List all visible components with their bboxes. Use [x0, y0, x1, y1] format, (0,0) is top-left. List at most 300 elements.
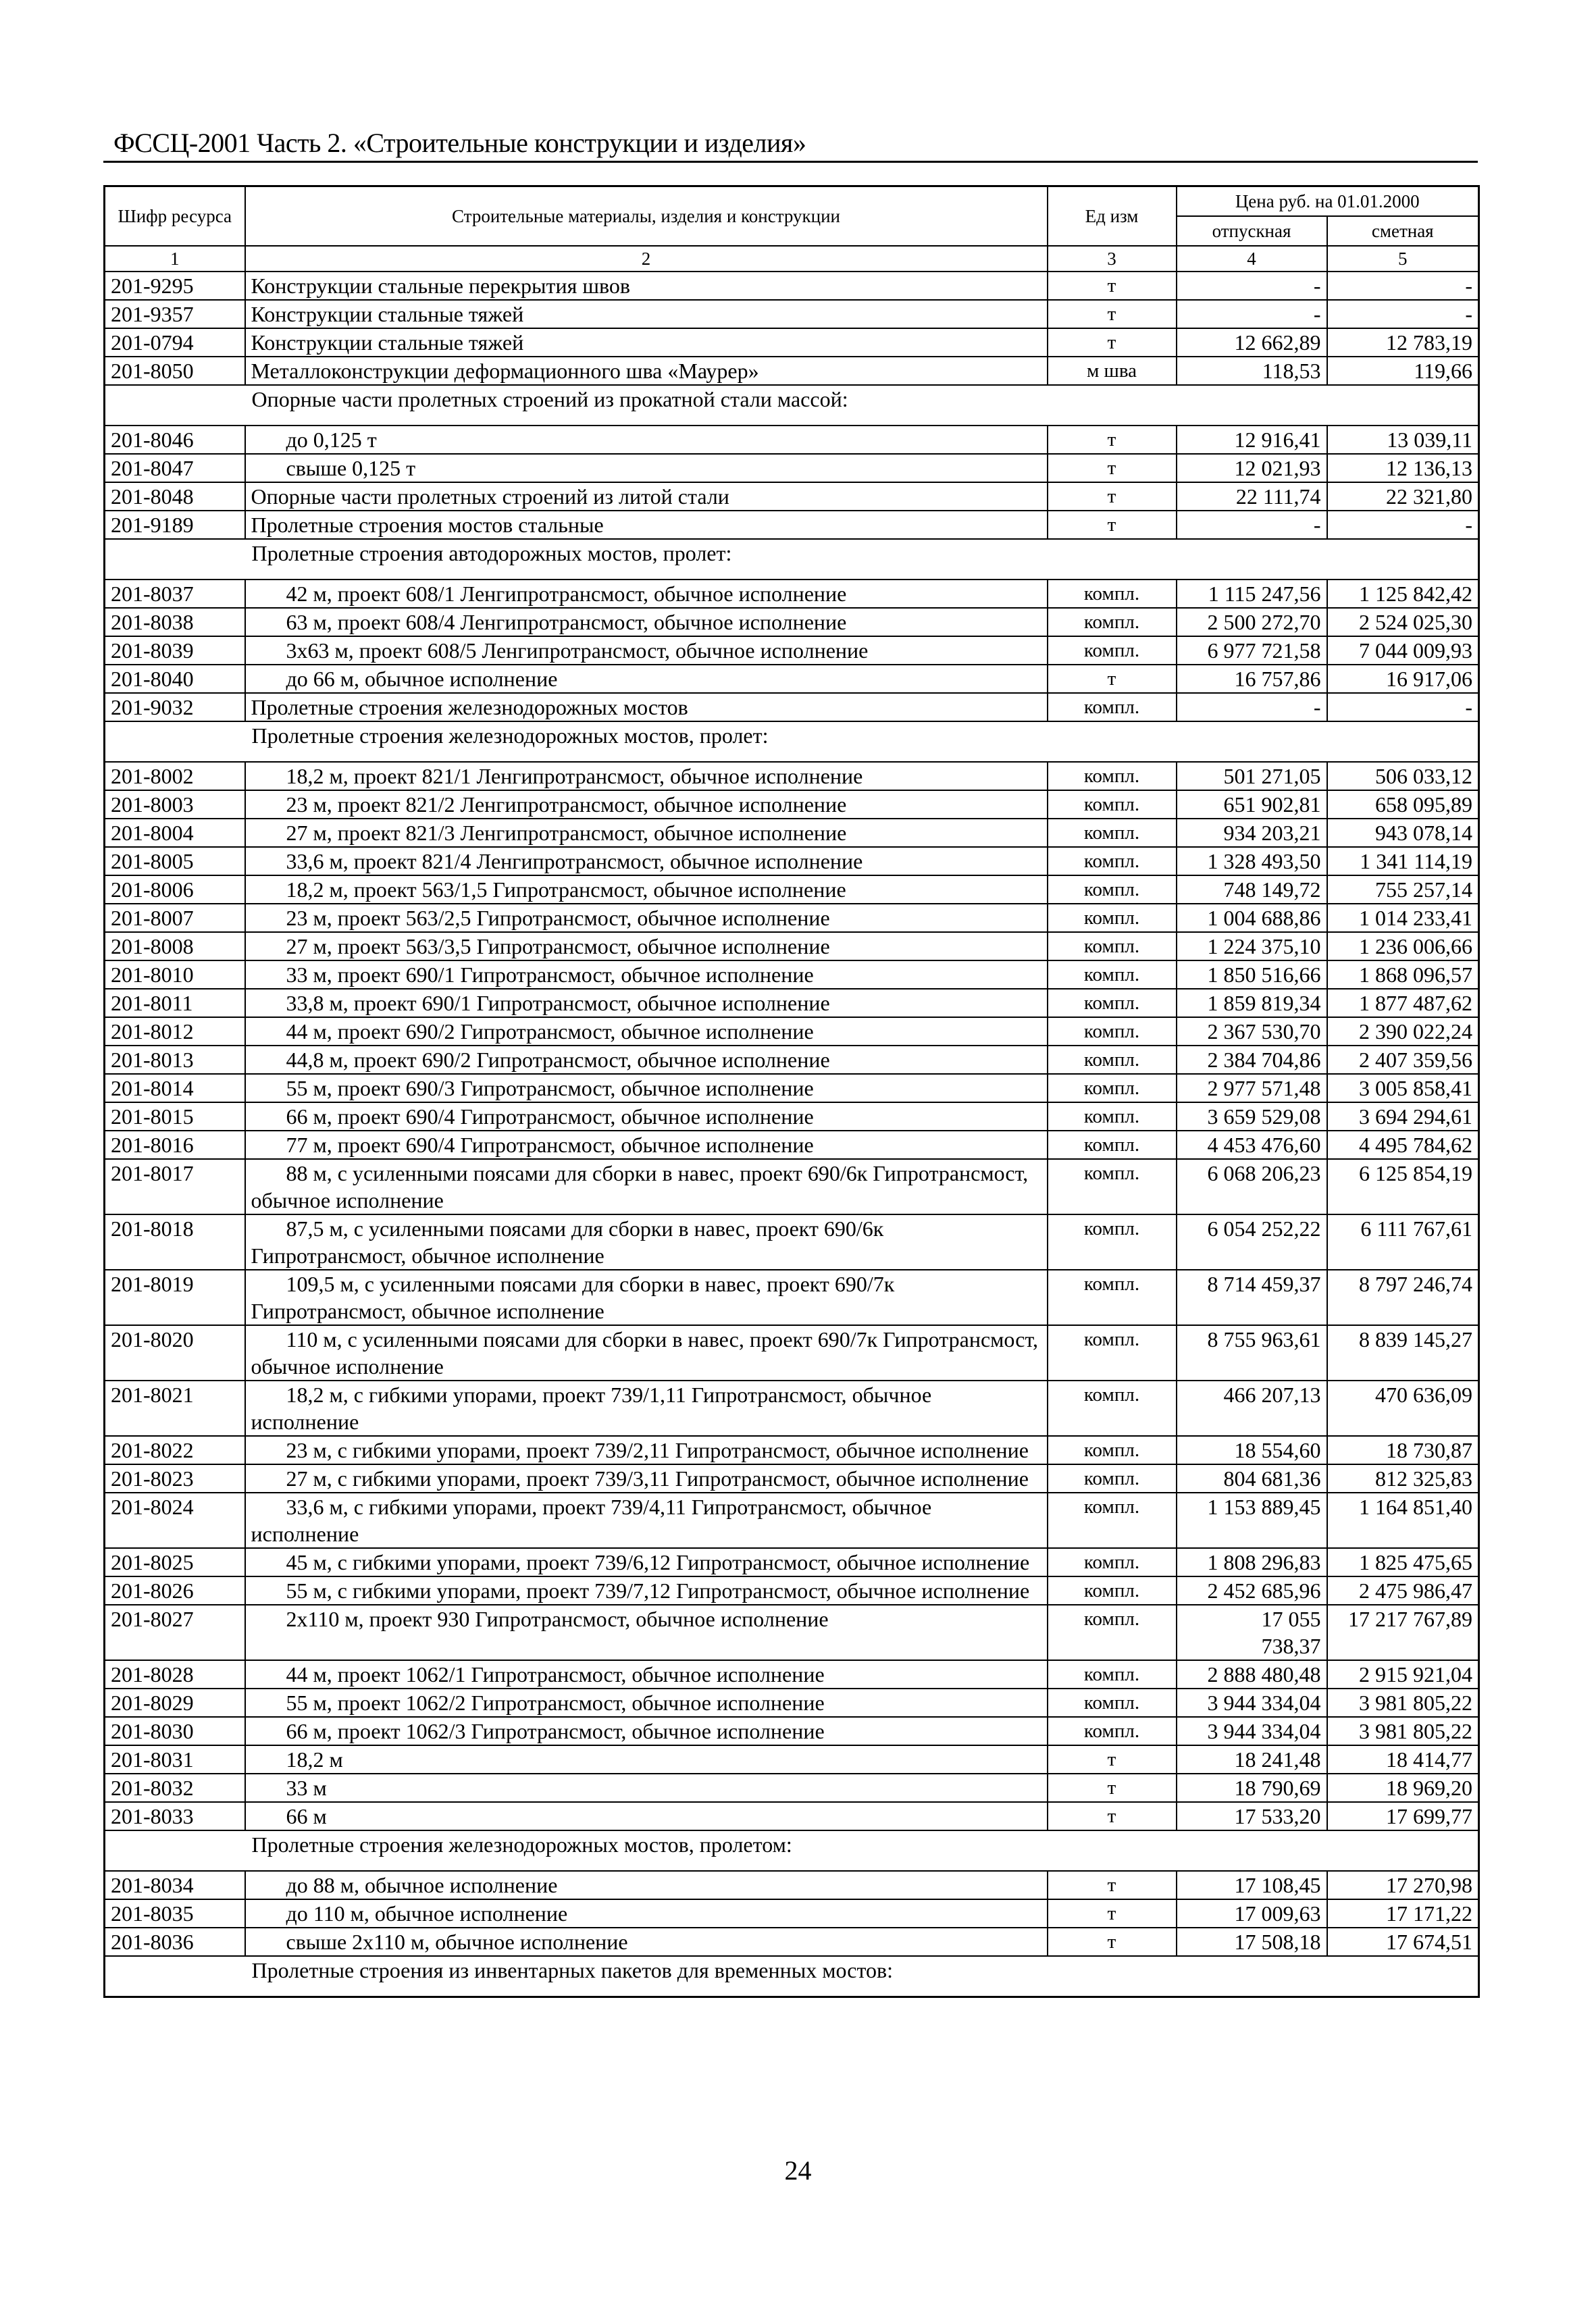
table-row — [105, 1548, 1479, 1576]
price-estimate: 1 868 096,57 — [1327, 960, 1479, 989]
price-release: 118,53 — [1177, 357, 1327, 385]
resource-code: 201-9357 — [105, 300, 245, 328]
item-description: 45 м, с гибкими упорами, проект 739/6,12 Гипротрансмост, обычное исполнение — [245, 1548, 1048, 1576]
unit-of-measure: компл. — [1048, 1576, 1177, 1605]
table-row — [105, 1436, 1479, 1464]
price-release: 22 111,74 — [1177, 482, 1327, 511]
price-release: 934 203,21 — [1177, 819, 1327, 847]
price-estimate: 17 171,22 — [1327, 1899, 1479, 1928]
table-row — [105, 1046, 1479, 1074]
resource-code: 201-8003 — [105, 790, 245, 819]
section-header-row — [105, 385, 1479, 426]
header-unit: Ед изм — [1048, 186, 1177, 246]
price-estimate: 1 877 487,62 — [1327, 989, 1479, 1017]
price-estimate: 2 915 921,04 — [1327, 1660, 1479, 1689]
table-row — [105, 1214, 1479, 1270]
price-estimate: 17 699,77 — [1327, 1802, 1479, 1830]
resource-code: 201-8047 — [105, 454, 245, 482]
resource-code: 201-8039 — [105, 636, 245, 665]
unit-of-measure: компл. — [1048, 819, 1177, 847]
price-release: 17 009,63 — [1177, 1899, 1327, 1928]
table-row — [105, 1325, 1479, 1381]
resource-code: 201-8018 — [105, 1214, 245, 1270]
unit-of-measure: компл. — [1048, 1046, 1177, 1074]
price-estimate: 12 783,19 — [1327, 328, 1479, 357]
price-estimate: 3 981 805,22 — [1327, 1689, 1479, 1717]
table-row — [105, 875, 1479, 904]
price-release: 4 453 476,60 — [1177, 1131, 1327, 1159]
unit-of-measure: компл. — [1048, 762, 1177, 790]
unit-of-measure: т — [1048, 272, 1177, 300]
table-row — [105, 1270, 1479, 1325]
price-estimate: 18 969,20 — [1327, 1774, 1479, 1802]
item-description: 44,8 м, проект 690/2 Гипротрансмост, обычное исполнение — [245, 1046, 1048, 1074]
unit-of-measure: компл. — [1048, 1131, 1177, 1159]
section-title: Пролетные строения из инвентарных пакетов для временных мостов: — [245, 1956, 1479, 1997]
item-description: 27 м, проект 821/3 Ленгипротрансмост, обычное исполнение — [245, 819, 1048, 847]
item-description: 55 м, с гибкими упорами, проект 739/7,12 Гипротрансмост, обычное исполнение — [245, 1576, 1048, 1605]
unit-of-measure: т — [1048, 511, 1177, 539]
table-row — [105, 1928, 1479, 1956]
page-number: 24 — [784, 2155, 812, 2186]
price-estimate: 4 495 784,62 — [1327, 1131, 1479, 1159]
unit-of-measure: т — [1048, 1871, 1177, 1899]
price-release — [1177, 1605, 1327, 1660]
unit-of-measure: т — [1048, 482, 1177, 511]
document-title: ФССЦ-2001 Часть 2. «Строительные конструкции и изделия» — [113, 128, 806, 158]
item-description: 3х63 м, проект 608/5 Ленгипротрансмост, обычное исполнение — [245, 636, 1048, 665]
price-estimate: 1 014 233,41 — [1327, 904, 1479, 932]
resource-code: 201-9032 — [105, 693, 245, 721]
table-row — [105, 608, 1479, 636]
item-description: свыше 2х110 м, обычное исполнение — [245, 1928, 1048, 1956]
unit-of-measure: т — [1048, 426, 1177, 454]
resource-code: 201-8046 — [105, 426, 245, 454]
price-estimate: 18 414,77 — [1327, 1745, 1479, 1774]
price-estimate: 17 270,98 — [1327, 1871, 1479, 1899]
table-row — [105, 1605, 1479, 1660]
price-estimate: 1 236 006,66 — [1327, 932, 1479, 960]
price-release: 3 944 334,04 — [1177, 1717, 1327, 1745]
table-row — [105, 636, 1479, 665]
price-release: 2 888 480,48 — [1177, 1660, 1327, 1689]
table-row — [105, 989, 1479, 1017]
table-row — [105, 511, 1479, 539]
table-row — [105, 300, 1479, 328]
price-release: 17 508,18 — [1177, 1928, 1327, 1956]
item-description: 18,2 м, проект 821/1 Ленгипротрансмост, обычное исполнение — [245, 762, 1048, 790]
price-estimate: 3 981 805,22 — [1327, 1717, 1479, 1745]
price-estimate: 658 095,89 — [1327, 790, 1479, 819]
item-description: 33,8 м, проект 690/1 Гипротрансмост, обычное исполнение — [245, 989, 1048, 1017]
item-description: 18,2 м, проект 563/1,5 Гипротрансмост, обычное исполнение — [245, 875, 1048, 904]
price-release: 17 533,20 — [1177, 1802, 1327, 1830]
resource-code: 201-8038 — [105, 608, 245, 636]
table-row — [105, 580, 1479, 608]
price-table — [103, 185, 1480, 1998]
price-estimate: - — [1327, 693, 1479, 721]
resource-code: 201-8019 — [105, 1270, 245, 1325]
empty-cell — [105, 1830, 245, 1871]
price-estimate: 8 797 246,74 — [1327, 1270, 1479, 1325]
resource-code: 201-8012 — [105, 1017, 245, 1046]
price-release: 18 241,48 — [1177, 1745, 1327, 1774]
resource-code: 201-0794 — [105, 328, 245, 357]
section-title: Пролетные строения автодорожных мостов, пролет: — [245, 539, 1479, 580]
table-row — [105, 1381, 1479, 1436]
price-estimate: 2 390 022,24 — [1327, 1017, 1479, 1046]
resource-code: 201-8033 — [105, 1802, 245, 1830]
unit-of-measure: компл. — [1048, 1689, 1177, 1717]
table-row — [105, 1464, 1479, 1493]
item-description: 66 м, проект 690/4 Гипротрансмост, обычное исполнение — [245, 1102, 1048, 1131]
table-row — [105, 426, 1479, 454]
table-row — [105, 1576, 1479, 1605]
resource-code: 201-8025 — [105, 1548, 245, 1576]
header-price-estimate: сметная — [1327, 216, 1479, 246]
table-row — [105, 790, 1479, 819]
section-title: Пролетные строения железнодорожных мостов, пролетом: — [245, 1830, 1479, 1871]
price-estimate: - — [1327, 511, 1479, 539]
section-header-row — [105, 721, 1479, 762]
table-row — [105, 1774, 1479, 1802]
item-description: 66 м — [245, 1802, 1048, 1830]
table-row — [105, 482, 1479, 511]
price-release: 2 367 530,70 — [1177, 1017, 1327, 1046]
table-row — [105, 1717, 1479, 1745]
unit-of-measure: т — [1048, 1802, 1177, 1830]
price-estimate: 3 694 294,61 — [1327, 1102, 1479, 1131]
price-estimate: 17 674,51 — [1327, 1928, 1479, 1956]
price-estimate: 1 341 114,19 — [1327, 847, 1479, 875]
item-description: 23 м, с гибкими упорами, проект 739/2,11 Гипротрансмост, обычное исполнение — [245, 1436, 1048, 1464]
item-description: 18,2 м, с гибкими упорами, проект 739/1,11 Гипротрансмост, обычное исполнение — [245, 1381, 1048, 1436]
column-number: 4 — [1177, 246, 1327, 272]
price-release: - — [1177, 272, 1327, 300]
item-description: 44 м, проект 690/2 Гипротрансмост, обычное исполнение — [245, 1017, 1048, 1046]
item-description: 44 м, проект 1062/1 Гипротрансмост, обычное исполнение — [245, 1660, 1048, 1689]
resource-code: 201-8007 — [105, 904, 245, 932]
price-release: 804 681,36 — [1177, 1464, 1327, 1493]
table-row — [105, 1131, 1479, 1159]
resource-code: 201-8024 — [105, 1493, 245, 1548]
resource-code: 201-8031 — [105, 1745, 245, 1774]
item-description: Конструкции стальные тяжей — [245, 300, 1048, 328]
item-description: 66 м, проект 1062/3 Гипротрансмост, обычное исполнение — [245, 1717, 1048, 1745]
unit-of-measure: т — [1048, 1928, 1177, 1956]
column-number: 2 — [245, 246, 1048, 272]
item-description: до 88 м, обычное исполнение — [245, 1871, 1048, 1899]
header-code: Шифр ресурса — [105, 186, 245, 246]
unit-of-measure: компл. — [1048, 960, 1177, 989]
resource-code: 201-8032 — [105, 1774, 245, 1802]
unit-of-measure: компл. — [1048, 1464, 1177, 1493]
resource-code: 201-8048 — [105, 482, 245, 511]
price-release: 6 977 721,58 — [1177, 636, 1327, 665]
price-release: - — [1177, 300, 1327, 328]
table-row — [105, 1017, 1479, 1046]
item-description: 42 м, проект 608/1 Ленгипротрансмост, обычное исполнение — [245, 580, 1048, 608]
unit-of-measure: компл. — [1048, 608, 1177, 636]
resource-code: 201-8020 — [105, 1325, 245, 1381]
resource-code: 201-8022 — [105, 1436, 245, 1464]
section-header-row — [105, 1830, 1479, 1871]
column-number: 5 — [1327, 246, 1479, 272]
price-estimate: 22 321,80 — [1327, 482, 1479, 511]
item-description: 33,6 м, с гибкими упорами, проект 739/4,11 Гипротрансмост, обычное исполнение — [245, 1493, 1048, 1548]
price-release: 1 808 296,83 — [1177, 1548, 1327, 1576]
table-row — [105, 847, 1479, 875]
empty-cell — [105, 385, 245, 426]
item-description: 33 м — [245, 1774, 1048, 1802]
table-row — [105, 328, 1479, 357]
price-release: 748 149,72 — [1177, 875, 1327, 904]
item-description: 55 м, проект 1062/2 Гипротрансмост, обычное исполнение — [245, 1689, 1048, 1717]
resource-code: 201-8013 — [105, 1046, 245, 1074]
price-estimate: 6 125 854,19 — [1327, 1159, 1479, 1214]
empty-cell — [105, 1956, 245, 1997]
price-release: 2 500 272,70 — [1177, 608, 1327, 636]
price-release: 3 659 529,08 — [1177, 1102, 1327, 1131]
unit-of-measure: т — [1048, 1745, 1177, 1774]
unit-of-measure: т — [1048, 1774, 1177, 1802]
price-estimate: 470 636,09 — [1327, 1381, 1479, 1436]
header-name: Строительные материалы, изделия и конструкции — [245, 186, 1048, 246]
table-row — [105, 1871, 1479, 1899]
resource-code: 201-8037 — [105, 580, 245, 608]
item-description: 110 м, с усиленными поясами для сборки в навес, проект 690/7к Гипротрансмост, обычное исполнение — [245, 1325, 1048, 1381]
item-description: 77 м, проект 690/4 Гипротрансмост, обычное исполнение — [245, 1131, 1048, 1159]
unit-of-measure: компл. — [1048, 1381, 1177, 1436]
unit-of-measure: компл. — [1048, 875, 1177, 904]
price-estimate: 7 044 009,93 — [1327, 636, 1479, 665]
unit-of-measure: компл. — [1048, 1436, 1177, 1464]
item-description: 109,5 м, с усиленными поясами для сборки в навес, проект 690/7к Гипротрансмост, обычное исполнение — [245, 1270, 1048, 1325]
resource-code: 201-8023 — [105, 1464, 245, 1493]
item-description: 2х110 м, проект 930 Гипротрансмост, обычное исполнение — [245, 1605, 1048, 1660]
price-release: 1 224 375,10 — [1177, 932, 1327, 960]
price-release: 6 068 206,23 — [1177, 1159, 1327, 1214]
price-release: 12 916,41 — [1177, 426, 1327, 454]
price-release: 8 755 963,61 — [1177, 1325, 1327, 1381]
table-row — [105, 665, 1479, 693]
unit-of-measure: компл. — [1048, 1102, 1177, 1131]
unit-of-measure: компл. — [1048, 693, 1177, 721]
unit-of-measure: компл. — [1048, 1605, 1177, 1660]
price-release: 17 108,45 — [1177, 1871, 1327, 1899]
resource-code: 201-9189 — [105, 511, 245, 539]
section-title: Опорные части пролетных строений из прокатной стали массой: — [245, 385, 1479, 426]
resource-code: 201-8030 — [105, 1717, 245, 1745]
resource-code: 201-8036 — [105, 1928, 245, 1956]
price-estimate: 119,66 — [1327, 357, 1479, 385]
unit-of-measure: компл. — [1048, 1214, 1177, 1270]
resource-code: 201-8004 — [105, 819, 245, 847]
resource-code: 201-8005 — [105, 847, 245, 875]
price-release: 1 004 688,86 — [1177, 904, 1327, 932]
resource-code: 201-8034 — [105, 1871, 245, 1899]
unit-of-measure: компл. — [1048, 790, 1177, 819]
price-estimate: 943 078,14 — [1327, 819, 1479, 847]
table-body — [105, 272, 1479, 1997]
price-release: 2 977 571,48 — [1177, 1074, 1327, 1102]
price-release: 651 902,81 — [1177, 790, 1327, 819]
resource-code: 201-8015 — [105, 1102, 245, 1131]
price-estimate: 13 039,11 — [1327, 426, 1479, 454]
price-estimate: 1 825 475,65 — [1327, 1548, 1479, 1576]
item-description: 88 м, с усиленными поясами для сборки в навес, проект 690/6к Гипротрансмост, обычное исполнение — [245, 1159, 1048, 1214]
resource-code: 201-8028 — [105, 1660, 245, 1689]
resource-code: 201-9295 — [105, 272, 245, 300]
unit-of-measure: т — [1048, 300, 1177, 328]
item-description: 33,6 м, проект 821/4 Ленгипротрансмост, обычное исполнение — [245, 847, 1048, 875]
price-release: 3 944 334,04 — [1177, 1689, 1327, 1717]
item-description: 27 м, с гибкими упорами, проект 739/3,11 Гипротрансмост, обычное исполнение — [245, 1464, 1048, 1493]
resource-code: 201-8014 — [105, 1074, 245, 1102]
item-description: Конструкции стальные тяжей — [245, 328, 1048, 357]
price-estimate: - — [1327, 300, 1479, 328]
section-title: Пролетные строения железнодорожных мостов, пролет: — [245, 721, 1479, 762]
item-description: свыше 0,125 т — [245, 454, 1048, 482]
price-release: 501 271,05 — [1177, 762, 1327, 790]
item-description: до 0,125 т — [245, 426, 1048, 454]
resource-code: 201-8021 — [105, 1381, 245, 1436]
price-estimate: - — [1327, 272, 1479, 300]
unit-of-measure: компл. — [1048, 1717, 1177, 1745]
table-row — [105, 1689, 1479, 1717]
price-estimate: 506 033,12 — [1327, 762, 1479, 790]
empty-cell — [105, 539, 245, 580]
table-row — [105, 819, 1479, 847]
price-estimate: 12 136,13 — [1327, 454, 1479, 482]
table-row — [105, 960, 1479, 989]
table-row — [105, 1159, 1479, 1214]
item-description: 63 м, проект 608/4 Ленгипротрансмост, обычное исполнение — [245, 608, 1048, 636]
item-description: 23 м, проект 821/2 Ленгипротрансмост, обычное исполнение — [245, 790, 1048, 819]
resource-code: 201-8008 — [105, 932, 245, 960]
price-estimate: 2 407 359,56 — [1327, 1046, 1479, 1074]
table-row — [105, 904, 1479, 932]
price-release: 18 554,60 — [1177, 1436, 1327, 1464]
item-description: Металлоконструкции деформационного шва «Маурер» — [245, 357, 1048, 385]
unit-of-measure: компл. — [1048, 1074, 1177, 1102]
table-row — [105, 932, 1479, 960]
unit-of-measure: т — [1048, 1899, 1177, 1928]
item-description: 33 м, проект 690/1 Гипротрансмост, обычное исполнение — [245, 960, 1048, 989]
column-number: 3 — [1048, 246, 1177, 272]
unit-of-measure: компл. — [1048, 1493, 1177, 1548]
resource-code: 201-8029 — [105, 1689, 245, 1717]
item-description: до 110 м, обычное исполнение — [245, 1899, 1048, 1928]
price-release: - — [1177, 511, 1327, 539]
unit-of-measure: компл. — [1048, 932, 1177, 960]
unit-of-measure: компл. — [1048, 1017, 1177, 1046]
resource-code: 201-8026 — [105, 1576, 245, 1605]
price-release: 12 021,93 — [1177, 454, 1327, 482]
item-description: Пролетные строения железнодорожных мостов — [245, 693, 1048, 721]
item-description: 18,2 м — [245, 1745, 1048, 1774]
unit-of-measure: компл. — [1048, 580, 1177, 608]
resource-code: 201-8006 — [105, 875, 245, 904]
item-description: Пролетные строения мостов стальные — [245, 511, 1048, 539]
price-release: 2 384 704,86 — [1177, 1046, 1327, 1074]
price-release: 6 054 252,22 — [1177, 1214, 1327, 1270]
item-description: до 66 м, обычное исполнение — [245, 665, 1048, 693]
unit-of-measure: т — [1048, 454, 1177, 482]
unit-of-measure: компл. — [1048, 904, 1177, 932]
price-release: 18 790,69 — [1177, 1774, 1327, 1802]
price-release: 8 714 459,37 — [1177, 1270, 1327, 1325]
table-row — [105, 1802, 1479, 1830]
price-release: 1 115 247,56 — [1177, 580, 1327, 608]
unit-of-measure: компл. — [1048, 1325, 1177, 1381]
unit-of-measure: т — [1048, 328, 1177, 357]
price-estimate: 1 125 842,42 — [1327, 580, 1479, 608]
empty-cell — [105, 721, 245, 762]
table-row — [105, 454, 1479, 482]
item-description: 27 м, проект 563/3,5 Гипротрансмост, обычное исполнение — [245, 932, 1048, 960]
price-release: 2 452 685,96 — [1177, 1576, 1327, 1605]
header-price-release: отпускная — [1177, 216, 1327, 246]
resource-code: 201-8035 — [105, 1899, 245, 1928]
unit-of-measure: м шва — [1048, 357, 1177, 385]
header-price-group: Цена руб. на 01.01.2000 — [1177, 186, 1479, 216]
table-row — [105, 1745, 1479, 1774]
unit-of-measure: компл. — [1048, 989, 1177, 1017]
section-header-row — [105, 539, 1479, 580]
price-release: 466 207,13 — [1177, 1381, 1327, 1436]
resource-code: 201-8040 — [105, 665, 245, 693]
resource-code: 201-8011 — [105, 989, 245, 1017]
item-description: 23 м, проект 563/2,5 Гипротрансмост, обычное исполнение — [245, 904, 1048, 932]
unit-of-measure: т — [1048, 665, 1177, 693]
table-row — [105, 1074, 1479, 1102]
resource-code: 201-8050 — [105, 357, 245, 385]
price-estimate: 18 730,87 — [1327, 1436, 1479, 1464]
item-description: Конструкции стальные перекрытия швов — [245, 272, 1048, 300]
item-description: Опорные части пролетных строений из литой стали — [245, 482, 1048, 511]
unit-of-measure: компл. — [1048, 1548, 1177, 1576]
unit-of-measure: компл. — [1048, 636, 1177, 665]
price-release: 1 859 819,34 — [1177, 989, 1327, 1017]
table-row — [105, 693, 1479, 721]
price-estimate: 16 917,06 — [1327, 665, 1479, 693]
section-header-row — [105, 1956, 1479, 1997]
table-row — [105, 1493, 1479, 1548]
table-row — [105, 357, 1479, 385]
price-estimate: 17 217 767,89 — [1327, 1605, 1479, 1660]
price-release: 12 662,89 — [1177, 328, 1327, 357]
resource-code: 201-8027 — [105, 1605, 245, 1660]
item-description: 55 м, проект 690/3 Гипротрансмост, обычное исполнение — [245, 1074, 1048, 1102]
price-estimate: 2 475 986,47 — [1327, 1576, 1479, 1605]
resource-code: 201-8016 — [105, 1131, 245, 1159]
price-estimate: 1 164 851,40 — [1327, 1493, 1479, 1548]
resource-code: 201-8010 — [105, 960, 245, 989]
price-release: 1 153 889,45 — [1177, 1493, 1327, 1548]
price-estimate: 3 005 858,41 — [1327, 1074, 1479, 1102]
price-release: 1 328 493,50 — [1177, 847, 1327, 875]
title-divider — [103, 161, 1478, 163]
price-release-value: 17 055 738,37 — [1261, 1606, 1321, 1658]
price-estimate: 755 257,14 — [1327, 875, 1479, 904]
unit-of-measure: компл. — [1048, 847, 1177, 875]
price-release: 16 757,86 — [1177, 665, 1327, 693]
unit-of-measure: компл. — [1048, 1660, 1177, 1689]
unit-of-measure: компл. — [1048, 1159, 1177, 1214]
price-estimate: 6 111 767,61 — [1327, 1214, 1479, 1270]
resource-code: 201-8002 — [105, 762, 245, 790]
